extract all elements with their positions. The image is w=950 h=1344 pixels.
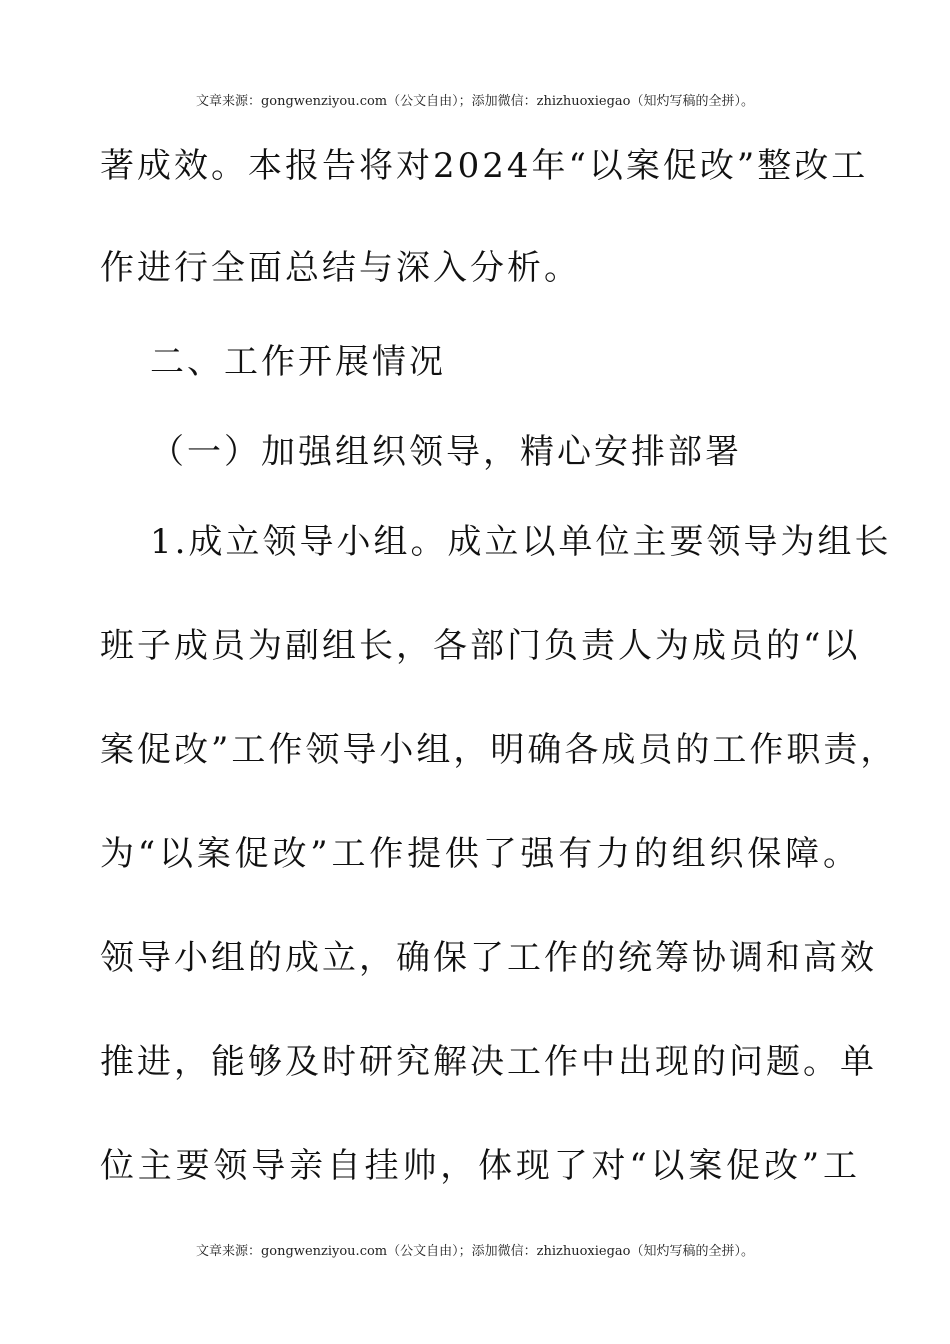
body-line-5: 1.成立领导小组。成立以单位主要领导为组长 [150,522,892,562]
body-line-6: 班子成员为副组长，各部门负责人为成员的“以 [100,626,861,666]
body-line-8: 为“以案促改”工作提供了强有力的组织保障。 [100,834,860,874]
header-source-note: 文章来源：gongwenziyou.com（公文自由）；添加微信：zhizhuoxiegao（知灼写稿的全拼）。 [195,94,755,109]
body-line-10: 推进，能够及时研究解决工作中出现的问题。单 [100,1042,877,1082]
body-line-11: 位主要领导亲自挂帅，体现了对“以案促改”工 [100,1146,860,1186]
section-heading-2: 二、工作开展情况 [150,342,446,382]
body-line-7: 案促改”工作领导小组，明确各成员的工作职责， [100,730,898,770]
body-line-2: 作进行全面总结与深入分析。 [100,248,581,288]
subsection-heading-1: （一）加强组织领导，精心安排部署 [150,432,742,472]
body-line-1: 著成效。本报告将对2024年“以案促改”整改工 [100,146,869,186]
body-line-9: 领导小组的成立，确保了工作的统筹协调和高效 [100,938,877,978]
footer-source-note: 文章来源：gongwenziyou.com（公文自由）；添加微信：zhizhuoxiegao（知灼写稿的全拼）。 [195,1244,755,1259]
